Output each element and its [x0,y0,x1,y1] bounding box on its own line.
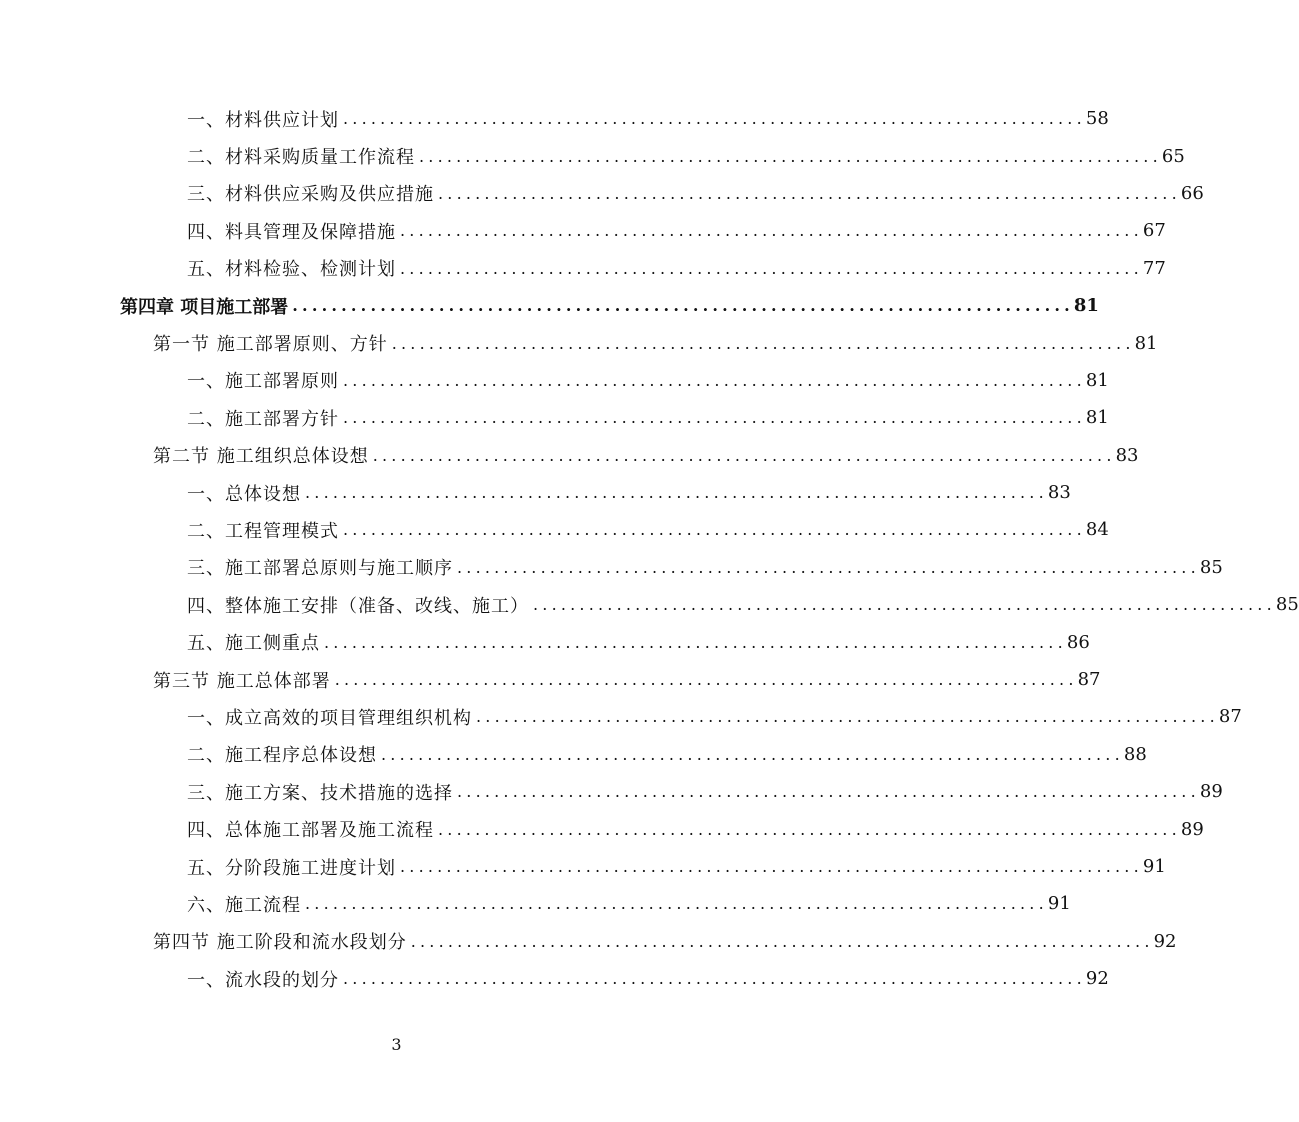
toc-entry-item[interactable] [0,399,1109,436]
dot-leader: ................................................................................ [391,333,1135,353]
dot-leader: ................................................................................ [305,894,1048,914]
dot-leader: ................................................................................ [343,969,1086,989]
dot-leader: ................................................................................ [324,632,1067,652]
dot-leader: ................................................................................ [400,857,1143,876]
toc-entry-section[interactable] [0,661,1101,698]
toc-entry-page-number: 85 [1199,556,1223,578]
toc-entry-page-number: 87 [1077,669,1101,691]
toc-entry-page-number: 89 [1199,781,1223,803]
toc-entry-label: 二、施工部署方针 [187,405,343,431]
toc-entry-label: 二、施工程序总体设想 [187,741,381,767]
toc-entry-page-number: 81 [1134,332,1158,354]
toc-entry-item[interactable] [0,698,1242,735]
toc-entry-label: 一、材料供应计划 [187,106,343,132]
toc-entry-page-number: 85 [1275,594,1299,616]
dot-leader: ................................................................................ [305,483,1048,503]
toc-entry-label: 六、施工流程 [187,891,305,917]
toc-entry-section[interactable] [0,923,1177,960]
toc-entry-label: 第四章 项目施工部署 [120,293,292,319]
page-number: 3 [391,1035,402,1054]
toc-entry-item[interactable] [0,586,1299,623]
toc-entry-page-number: 92 [1153,930,1177,952]
toc-entry-page-number: 87 [1218,706,1242,728]
toc-entry-item[interactable] [0,736,1147,773]
dot-leader: ................................................................................ [533,595,1276,615]
dot-leader: ................................................................................ [400,258,1143,278]
dot-leader: ................................................................................ [400,221,1143,241]
toc-entry-page-number: 81 [1085,369,1109,391]
dot-leader: ................................................................................ [381,744,1124,764]
toc-entry-page-number: 83 [1047,482,1071,504]
toc-entry-label: 四、整体施工安排（准备、改线、施工） [187,592,533,618]
toc-entry-label: 五、材料检验、检测计划 [187,255,400,281]
dot-leader: ................................................................................ [343,408,1086,428]
toc-entry-item[interactable] [0,100,1109,137]
dot-leader: ................................................................................ [334,670,1078,690]
toc-entry-label: 第二节 施工组织总体设想 [153,442,373,468]
dot-leader: ................................................................................ [343,370,1086,390]
toc-entry-label: 一、流水段的划分 [187,966,343,992]
toc-entry-item[interactable] [0,549,1223,586]
toc-entry-label: 四、料具管理及保障措施 [187,218,400,244]
toc-entry-page-number: 88 [1123,743,1147,765]
toc-entry-page-number: 86 [1066,631,1090,653]
toc-entry-label: 二、材料采购质量工作流程 [187,143,419,169]
toc-entry-item[interactable] [0,960,1109,997]
toc-entry-page-number: 77 [1142,257,1166,279]
toc-entry-label: 一、施工部署原则 [187,367,343,393]
dot-leader: ................................................................................ [438,819,1181,839]
toc-entry-label: 三、材料供应采购及供应措施 [187,180,438,206]
toc-entry-page-number: 83 [1115,444,1139,466]
toc-entry-page-number: 84 [1085,519,1109,541]
dot-leader: ................................................................................ [419,146,1162,166]
toc-entry-label: 第四节 施工阶段和流水段划分 [153,928,411,954]
dot-leader: ................................................................................ [457,782,1200,802]
toc-entry-page-number: 67 [1142,220,1166,242]
toc-entry-label: 五、施工侧重点 [187,629,324,655]
toc-entry-label: 第一节 施工部署原则、方针 [153,330,392,356]
dot-leader: ................................................................................ [292,296,1074,316]
toc-entry-label: 二、工程管理模式 [187,517,343,543]
toc-entry-item[interactable] [0,848,1166,885]
toc-entry-chapter[interactable] [0,287,1099,324]
dot-leader: ................................................................................ [343,109,1086,129]
toc-entry-page-number: 65 [1161,145,1185,167]
toc-entry-label: 三、施工部署总原则与施工顺序 [187,554,457,580]
toc-entry-item[interactable] [0,885,1071,922]
table-of-contents [0,100,1299,997]
toc-entry-label: 第三节 施工总体部署 [153,667,335,693]
toc-entry-page-number: 91 [1142,856,1166,877]
toc-entry-label: 四、总体施工部署及施工流程 [187,816,438,842]
toc-entry-page-number: 81 [1073,295,1099,317]
dot-leader: ................................................................................ [476,707,1219,727]
toc-entry-item[interactable] [0,511,1109,548]
toc-entry-label: 一、成立高效的项目管理组织机构 [187,704,476,730]
toc-entry-item[interactable] [0,474,1071,511]
dot-leader: ................................................................................ [372,445,1116,465]
toc-entry-item[interactable] [0,175,1204,212]
toc-entry-item[interactable] [0,623,1090,660]
dot-leader: ................................................................................ [343,520,1086,540]
toc-entry-page-number: 89 [1180,818,1204,840]
toc-entry-section[interactable] [0,324,1158,361]
toc-entry-item[interactable] [0,810,1204,847]
toc-entry-section[interactable] [0,437,1139,474]
toc-entry-page-number: 66 [1180,182,1204,204]
toc-entry-page-number: 81 [1085,407,1109,429]
toc-entry-item[interactable] [0,137,1185,174]
dot-leader: ................................................................................ [438,183,1181,203]
toc-entry-item[interactable] [0,212,1166,249]
dot-leader: ................................................................................ [457,557,1200,577]
toc-entry-page-number: 92 [1085,968,1109,990]
toc-entry-item[interactable] [0,773,1223,810]
toc-entry-item[interactable] [0,250,1166,287]
toc-entry-page-number: 58 [1085,108,1109,130]
toc-entry-label: 五、分阶段施工进度计划 [187,854,400,880]
dot-leader: ................................................................................ [410,931,1154,951]
toc-entry-label: 一、总体设想 [187,480,305,506]
toc-entry-page-number: 91 [1047,893,1071,915]
toc-entry-label: 三、施工方案、技术措施的选择 [187,779,457,805]
toc-entry-item[interactable] [0,362,1109,399]
